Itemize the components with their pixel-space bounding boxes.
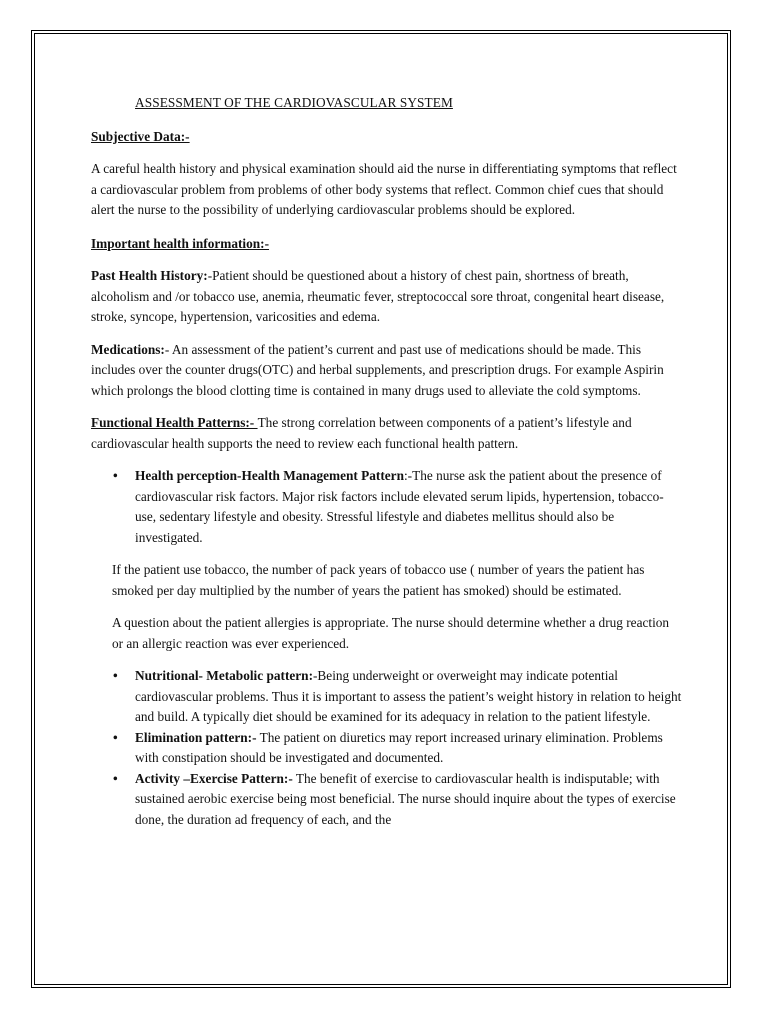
list-item bbox=[91, 666, 683, 728]
bullet-marker: • bbox=[113, 770, 118, 786]
bullet-label: Activity –Exercise Pattern:- bbox=[135, 770, 293, 786]
bullet-marker: • bbox=[113, 729, 118, 745]
list-item bbox=[91, 466, 683, 548]
functional-paragraph bbox=[91, 413, 683, 454]
medications-text: - An assessment of the patient’s current and past use of medications should be made. This includes over the counter drugs(OTC) and herbal supplements, and prescription drugs. For example Aspirin which prolongs the blood clotting time is contained in many drugs used to alleviate the cold symptoms. bbox=[91, 341, 664, 398]
intro-paragraph: A careful health history and physical examination should aid the nurse in differentiating symptoms that reflect a cardiovascular problem from problems of other body systems that reflect. Common chief cues that should alert the nurse to the possibility of underlying cardiovascular problems should be explored. bbox=[91, 161, 677, 217]
subjective-heading: Subjective Data:- bbox=[91, 128, 190, 144]
bullet-text: :-The nurse ask the patient about the presence of cardiovascular risk factors. Major risk factors include elevated serum lipids, hypertension, tobacco-use, sedentary lifestyle and obesity. Stressful lifestyle and diabetes mellitus should also be investigated. bbox=[135, 468, 664, 545]
important-heading: Important health information:- bbox=[91, 235, 270, 251]
past-history-label: Past Health History: bbox=[91, 268, 208, 283]
bullet-text: The benefit of exercise to cardiovascular health is indisputable; with sustained aerobic exercise being most beneficial. The nurse should inquire about the types of exercise done, the duration ad frequency of each, and the bbox=[135, 770, 676, 827]
bullet-marker: • bbox=[113, 668, 118, 683]
bullet-list-1 bbox=[91, 466, 683, 548]
bullet-label: Elimination pattern:- bbox=[135, 729, 257, 745]
bullet-label: Health perception-Health Management Pattern bbox=[135, 468, 404, 483]
allergy-paragraph: A question about the patient allergies is appropriate. The nurse should determine whether a drug reaction or an allergic reaction was ever experienced. bbox=[112, 615, 670, 651]
bullet-list-2 bbox=[91, 666, 683, 830]
bullet-marker: • bbox=[113, 468, 118, 483]
medications-label: Medications: bbox=[91, 341, 165, 357]
functional-label: Functional Health Patterns:- bbox=[91, 415, 258, 430]
functional-text: The strong correlation between components of a patient’s lifestyle and cardiovascular health supports the need to review each functional health pattern. bbox=[91, 415, 632, 451]
list-item bbox=[91, 728, 683, 769]
document-body bbox=[91, 93, 683, 830]
past-history-text: -Patient should be questioned about a history of chest pain, shortness of breath, alcoholism and /or tobacco use, anemia, rheumatic fever, streptococcal sore throat, congenital heart disease, stroke, syncope, hypertension, varicosities and edema. bbox=[91, 268, 665, 324]
bullet-text: -Being underweight or overweight may indicate potential cardiovascular problems. Thus it is important to assess the patient’s weight history in relation to height and build. A typically diet should be examined for its adequacy in relation to the patient lifestyle. bbox=[135, 668, 682, 724]
past-history-paragraph bbox=[91, 266, 683, 328]
bullet-label: Nutritional- Metabolic pattern: bbox=[135, 668, 313, 683]
bullet-text: The patient on diuretics may report increased urinary elimination. Problems with constipation should be investigated and documented. bbox=[135, 729, 663, 765]
tobacco-paragraph: If the patient use tobacco, the number of pack years of tobacco use ( number of years the patient has smoked per day multiplied by the number of years the patient has smoked) should be estimated. bbox=[112, 562, 645, 598]
document-title: ASSESSMENT OF THE CARDIOVASCULAR SYSTEM bbox=[135, 95, 453, 110]
list-item bbox=[91, 769, 683, 831]
medications-paragraph bbox=[91, 340, 683, 402]
